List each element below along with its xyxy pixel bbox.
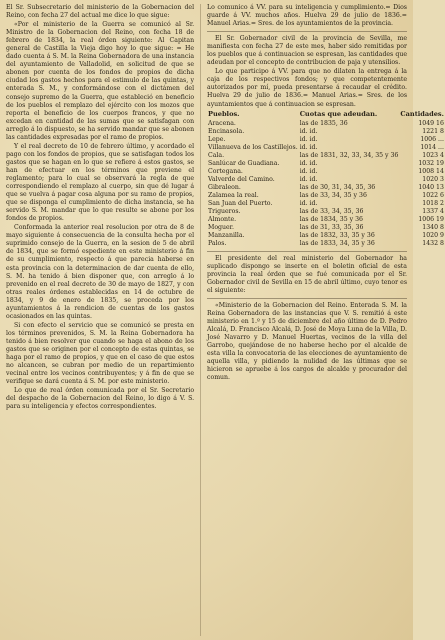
table-row [207, 120, 445, 128]
left-paragraph: Conformada la anterior real resolucion por otra de 8 de mayo siguiente á consecuencia de la consulta hecha por el suprimido consejo de la Guerra, en la sesion de 5 de abril de 1834, que se formó espediente en este ministerio á fin de su cumplimiento, respecto á que parecia haberse en esta provincia con la determinacion de dar cuenta de ello, S. M. ha tenido á bien disponer que, con arreglo á lo prevenido en el real decreto de 30 de mayo de 1827, y con otras reales órdenes establecidas en 14 de octubre de 1834, y 9 de enero de 1835, se proceda por los ayuntamientos á la rendicion de cuentas de los gastos ocasionados en las quintas. [6, 224, 195, 320]
cell-pueblo: Encinasola. [208, 127, 245, 135]
table-row [207, 160, 445, 168]
table-row [207, 224, 445, 232]
cell-cuotas: id. id. [299, 199, 318, 207]
table-row [207, 200, 445, 208]
table-row [207, 176, 445, 184]
table-row [207, 192, 445, 200]
cell-pueblo: Almonte. [208, 215, 237, 223]
cell-pueblo: Sanlúcar de Guadiana. [208, 159, 280, 167]
cell-cantidad: 1337 4 [422, 207, 444, 215]
cell-cuotas: id. id. [299, 143, 318, 151]
cell-cantidad: 1432 8 [422, 239, 444, 247]
right-column [207, 4, 444, 636]
left-paragraph: Lo que de real órden comunicada por el Sr. Secretario del despacho de la Gobernacion del Reino, lo digo á V. S. para su inteligencia y efectos correspondientes. [6, 387, 195, 411]
right-paragraph: Lo comunico á VV. para su inteligencia y cumplimiento.= Dios guarde á VV. muchos años. Huelva 29 de julio de 1836.= Manuel Arias.= Sres. de los ayuntamientos de la provincia. [207, 4, 407, 28]
cell-cantidad: 1340 8 [422, 223, 444, 231]
cell-pueblo: Manzanilla. [208, 231, 245, 239]
right-paragraph: «Ministerio de la Gobernacion del Reino. Enterada S. M. la Reina Gobernadora de las instancias que V. S. remitió á este ministerio en 1.º y 15 de diciembre del año último de D. Pedro Alcalá, D. Francisco Alcalá, D. José de Moya Luna de la Villa, D. José Navarro y D. Manuel Huertas, vecinos de la villa del Garrobo, quejándose de no haberse hecho por el alcalde de esta villa la convocatoria de las elecciones de ayuntamiento de aquella villa, y pidiendo la nulidad de las últimas que se hicieron se apruebe á los cargos de alcalde y procurador del comun. [207, 301, 407, 382]
cell-cantidad: 1049 16 [418, 119, 444, 127]
cell-cuotas: las de 1835, 36 [299, 119, 348, 127]
left-column [6, 4, 194, 636]
cell-pueblo: San Juan del Puerto. [208, 199, 273, 207]
header-cuotas: Cuotas que adeudan. [299, 109, 378, 118]
left-paragraph: El Sr. Subsecretario del ministerio de la Gobernacion del Reino, con fecha 27 del actual me dice lo que sigue: [6, 4, 195, 20]
cell-cuotas: las de 1833, 34, 35 y 36 [299, 239, 375, 247]
cell-cantidad: 1022 6 [422, 191, 444, 199]
header-pueblos: Pueblos. [208, 109, 240, 118]
left-paragraph: «Por el ministerio de la Guerra se comunicó al Sr. Ministro de la Gobernacion del Reino, con fecha 18 de febrero de 1834, la real órden siguiente: Al Capitan general de Castilla la Vieja digo hoy lo que sigue: = He dado cuenta á S. M. la Reina Gobernadora de una instancia del ayuntamiento de Valladolid, en solicitud de que se abonen por cuenta de los fondos de propios de dicha ciudad los gastos hechos para el estimulo de las quintas, y enterada S. M., y conformándose con el dictámen del consejo supremo de la Guerra, que estableció en beneficio de los pueblos el remplazo del ejército con los mozos que reporta el beneficio de los cuerpos francos, y que no excedan en cantidad de las sumas que se satisfagan con arreglo á lo dispuesto, se ha servido mandar que se abonen las cantidades expresadas por el ramo de propios. [6, 21, 195, 141]
page-columns [6, 4, 444, 636]
cell-pueblo: Cortegana. [208, 167, 243, 175]
cell-pueblo: Moguer. [208, 223, 234, 231]
table-row [207, 232, 445, 240]
cell-cantidad: 1221 8 [422, 127, 444, 135]
cell-pueblo: Palos. [208, 239, 227, 247]
section-rule [207, 31, 407, 32]
cell-cantidad: 1040 13 [418, 183, 444, 191]
cell-cantidad: 1032 19 [418, 159, 444, 167]
table-row [207, 240, 445, 248]
table-header-row [207, 110, 445, 120]
cell-cuotas: id. id. [299, 159, 318, 167]
cell-pueblo: Villanueva de los Castillejos. [208, 143, 298, 151]
right-paragraph: Lo que participo á VV. para que no dilaten la entrega á la caja de los respectivos fondos; y que competentemente autorizados por mí, pueda presentarse á recaudar el crédito. Huelva 29 de julio de 1836.= Manuel Arias.= Sres. de los ayuntamientos que á continuacion se espresan. [207, 68, 407, 108]
header-cantidades: Cantidades. [400, 109, 444, 118]
table-row [207, 144, 445, 152]
cell-cantidad: 1014 ... [420, 143, 444, 151]
right-paragraph: El Sr. Gobernador civil de la provincia de Sevilla, me manifiesta con fecha 27 de este mes, haber sido remitidas por los pueblos que á continuacion se espresan, las cantidades que adeudan por el concepto de contribucion de paja y utensilios. [207, 35, 407, 67]
cell-pueblo: Trigueros. [208, 207, 241, 215]
cell-cuotas: las de 1831, 32, 33, 34, 35 y 36 [299, 151, 399, 159]
cell-cuotas: las de 33, 34, 35, 36 [299, 207, 364, 215]
cell-cuotas: las de 30, 31, 34, 35, 36 [299, 183, 376, 191]
cell-pueblo: Valverde del Camino. [208, 175, 275, 183]
cell-cantidad: 1008 14 [418, 167, 444, 175]
table-body [207, 120, 445, 248]
table-row [207, 216, 445, 224]
table-row [207, 184, 445, 192]
cell-cantidad: 1006 19 [418, 215, 444, 223]
table-row [207, 168, 445, 176]
column-divider [200, 4, 201, 636]
cell-cuotas: id. id. [299, 127, 318, 135]
cell-pueblo: Cala. [208, 151, 225, 159]
cell-cantidad: 1023 4 [422, 151, 444, 159]
section-rule [207, 251, 407, 252]
cell-cuotas: las de 31, 33, 35, 36 [299, 223, 364, 231]
section-rule [207, 298, 407, 299]
cell-cantidad: 1020 3 [422, 175, 444, 183]
left-paragraph: Si con efecto el servicio que se comunicó se presta en los términos prevenidos, S. M. la Reina Gobernadora ha tenido á bien resolver que cuando se haga el abono de los gastos que se originen por el concepto de estas quintas, se haga por el ramo de propios, y que en el caso de que estos no alcancen, se cubran por medio de un repartimiento vecinal entre los vecinos contribuyentes; y á fin de que se verifique se dará cuenta á S. M. por este ministerio. [6, 321, 195, 386]
cell-pueblo: Aracena. [208, 119, 236, 127]
cell-cuotas: id. id. [299, 167, 318, 175]
cell-pueblo: Zalamea la real. [208, 191, 259, 199]
cell-pueblo: Gibraleon. [208, 183, 241, 191]
table-row [207, 128, 445, 136]
table-row [207, 136, 445, 144]
cell-cantidad: 1018 2 [422, 199, 444, 207]
cell-cuotas: las de 1832, 33, 35 y 36 [299, 231, 375, 239]
cell-cuotas: id. id. [299, 175, 318, 183]
right-paragraph: El presidente del real ministerio del Gobernador ha suplicado dispongo se inserte en el boletin oficial de esta provincia la real órden que se fué comunicada por el Sr. Gobernador civil de Sevilla en 15 de abril último, cuyo tenor es el siguiente: [207, 254, 407, 294]
left-paragraph: Y el real decreto de 10 de febrero último, y acordado el pago con los fondos de propios, que se satisfagan todos los gastos que se hagan en lo que se refiere á estos gastos, se han de efectuar en los términos que previene el reglamento; para lo cual se observará la regla de que correspondiendo el remplazo al cuerpo, sin que dé lugar á que se vuelva á pagar cosa alguna por su ramo de propios, que se disponga el cumplimiento de dicha instancia, se ha servido S. M. mandar que lo que resulte se abone por los fondos de propios. [6, 142, 195, 223]
cell-cuotas: las de 33, 34, 35 y 36 [299, 191, 367, 199]
table-row [207, 208, 445, 216]
cell-cantidad: 1006 ... [420, 135, 444, 143]
cell-cantidad: 1020 9 [422, 231, 444, 239]
debts-table [207, 110, 445, 248]
cell-pueblo: Lepe. [208, 135, 226, 143]
table-row [207, 152, 445, 160]
cell-cuotas: id. id. [299, 135, 318, 143]
cell-cuotas: las de 1834, 35 y 36 [299, 215, 363, 223]
